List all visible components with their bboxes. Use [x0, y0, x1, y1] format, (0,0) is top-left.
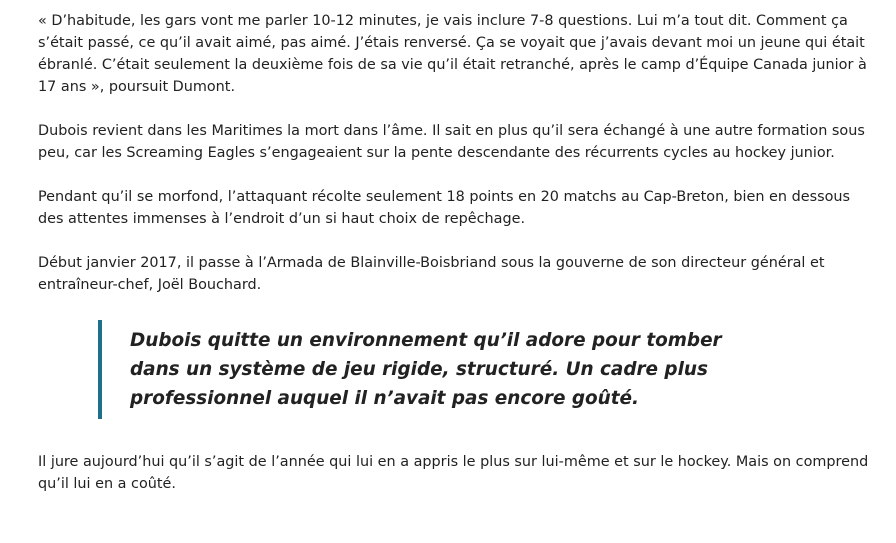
article-paragraph-4: Début janvier 2017, il passe à l’Armada de Blainville-Boisbriand sous la gouverne de son directeur général et entraîneur-chef, Joël Bouchard. [38, 255, 825, 293]
article-paragraph-3: Pendant qu’il se morfond, l’attaquant récolte seulement 18 points en 20 matchs au Cap-Breton, bien en dessous des attentes immenses à l’endroit d’un si haut choix de repêchage. [38, 189, 850, 227]
pull-quote [98, 326, 770, 413]
article-paragraph-2: Dubois revient dans les Maritimes la mort dans l’âme. Il sait en plus qu’il sera échangé à une autre formation sous peu, car les Screaming Eagles s’engageaient sur la pente descendante des récurrents cycles au hockey junior. [38, 123, 865, 161]
article-body [38, 10, 878, 517]
pull-quote-text: Dubois quitte un environnement qu’il adore pour tomber dans un système de jeu rigide, structuré. Un cadre plus professionnel auquel il n’avait pas encore goûté. [130, 330, 722, 409]
article-paragraph-5: Il jure aujourd’hui qu’il s’agit de l’année qui lui en a appris le plus sur lui-même et sur le hockey. Mais on comprend qu’il lui en a coûté. [38, 454, 869, 492]
article-paragraph-1: « D’habitude, les gars vont me parler 10-12 minutes, je vais inclure 7-8 questions. Lui m’a tout dit. Comment ça s’était passé, ce qu’il avait aimé, pas aimé. J’étais renversé. Ça se voyait que j’avais devant moi un jeune qui était ébranlé. C’était seulement la deuxième fois de sa vie qu’il était retranché, après le camp d’Équipe Canada junior à 17 ans », poursuit Dumont. [38, 13, 867, 95]
pull-quote-bar [98, 320, 102, 419]
